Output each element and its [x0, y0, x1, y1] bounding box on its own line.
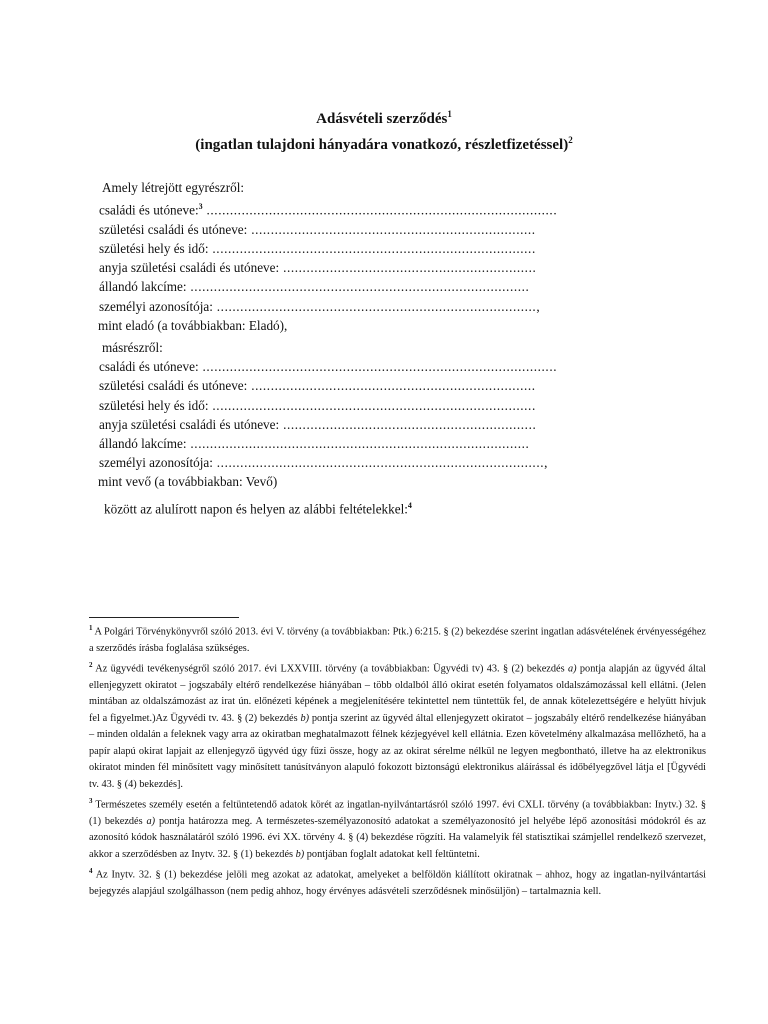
buyer-intro: másrészről: — [102, 340, 163, 355]
buyer-role: mint vevő (a továbbiakban: Vevő) — [98, 474, 278, 490]
footnote-1: $^1$ A Polgári Törvénykönyvről szóló 2013. évi V. törvény (a továbbiakban: Ptk.) 6:215. § (2) bekezdése szerint ingatlan adásvételének érvényességéhez a szerződés írásba foglalása szükséges. — [89, 624, 706, 654]
seller-field-personal-id[interactable]: személyi azonosítója: .................................................................................., — [99, 298, 541, 314]
seller-field-name[interactable]: családi és utóneve:$^3$ .......................................................................................... — [99, 202, 558, 218]
seller-intro: Amely létrejött egyrészről: — [102, 180, 245, 195]
seller-field-address[interactable]: állandó lakcíme: ....................................................................................... — [99, 279, 530, 295]
footnote-ref-2[interactable]: 2 — [568, 135, 573, 145]
buyer-field-name[interactable]: családi és utóneve: ........................................................................................... — [99, 359, 558, 375]
buyer-field-birth-name[interactable]: születési családi és utóneve: ......................................................................... — [99, 378, 536, 394]
title-line-2: (ingatlan tulajdoni hányadára vonatkozó, részletfizetéssel)$^2$ — [195, 135, 573, 153]
footnote-ref-1[interactable]: 1 — [447, 109, 452, 119]
buyer-field-mother-name[interactable]: anyja születési családi és utóneve: ................................................................. — [99, 416, 537, 432]
footnote-separator — [89, 617, 239, 618]
seller-field-mother-name[interactable]: anyja születési családi és utóneve: ................................................................. — [99, 260, 537, 276]
seller-field-birth-place-date[interactable]: születési hely és idő: ................................................................................... — [99, 241, 536, 256]
title-line-1: Adásvételi szerződés$^1$ — [316, 109, 452, 127]
buyer-field-address[interactable]: állandó lakcíme: ....................................................................................... — [99, 436, 530, 452]
closing-clause: között az alulírott napon és helyen az alábbi feltételekkel:$^4$ — [104, 501, 412, 517]
seller-role: mint eladó (a továbbiakban: Eladó), — [98, 317, 288, 333]
footnote-3: $^3$ Természetes személy esetén a feltüntetendő adatok körét az ingatlan-nyilvántartásról szóló 1997. évi CXLI. törvény (a továbbiakban: Inytv.) 32. § (1) bekezdés a) pontja határozza meg. A természetes-személyazonosító adatokat a személyazonosító jel helyébe lépő azonosítási módokról és az azonosító kódok használatáról szóló 1996. évi XX. törvény 4. § (4) bekezdése rögzíti. Ha valamelyik fél statisztikai számjellel rendelkező szervezet, akkor a szerződésben az Inytv. 32. § (1) bekezdés b) pontjában foglalt adatokat kell feltüntetni. — [89, 796, 706, 860]
footnote-ref-4[interactable]: 4 — [407, 501, 412, 510]
seller-block — [0, 178, 768, 335]
buyer-field-birth-place-date[interactable]: születési hely és idő: ................................................................................... — [99, 397, 536, 413]
footnotes-section — [89, 620, 706, 900]
seller-field-birth-name[interactable]: születési családi és utóneve: ......................................................................... — [99, 221, 536, 237]
document-title — [0, 104, 768, 156]
buyer-field-personal-id[interactable]: személyi azonosítója: ...................................................................................., — [99, 455, 549, 471]
footnote-ref-3[interactable]: 3 — [198, 202, 203, 212]
buyer-block — [0, 338, 768, 492]
footnote-2: $^2$ Az ügyvédi tevékenységről szóló 2017. évi LXXVIII. törvény (a továbbiakban: Ügyvédi tv) 43. § (2) bekezdés a) pontja alapján az ügyvéd által ellenjegyzett okiratot – jogszabály eltérő rendelkezése hiányában – több oldalból álló okirat esetén folyamatos oldalszámozással kell ellátni. (Jelen mintában az oldalszámozást az irat ún. előnézeti képének a megjelenítésére tekintettel nem tüntettük fel, de annak kötelezettségére e helyütt hívjuk fel a figyelmet.)Az Ügyvédi tv. 43. § (2) bekezdés b) pontja szerint az ügyvéd által ellenjegyzett okiratot – jogszabály eltérő rendelkezése hiányában – minden oldalán a feleknek vagy arra az okiratban meghatalmazott félnek kézjegyével kell ellátnia. Ezen követelmény alkalmazása mellőzhető, ha a papír alapú okirat lapjait az ellenjegyző ügyvéd úgy fűzi össze, hogy az az okirat sérelme nélkül ne legyen megbontható, illetve ha az elektronikus okiratot minden fél minősített vagy minősített tanúsítványon alapuló fokozott biztonságú elektronikus aláírással és időbélyegzővel látja el [Ügyvédi tv. 43. § (4) bekezdés]. — [89, 661, 706, 790]
footnote-4: $^4$ Az Inytv. 32. § (1) bekezdése jelöli meg azokat az adatokat, amelyeket a belföldön kiállított okiratnak – ahhoz, hogy az ingatlan-nyilvántartási bejegyzés alapjául szolgálhasson (nem pedig ahhoz, hogy érvényes adásvételi szerződésnek minősüljön) – tartalmaznia kell. — [89, 866, 706, 897]
